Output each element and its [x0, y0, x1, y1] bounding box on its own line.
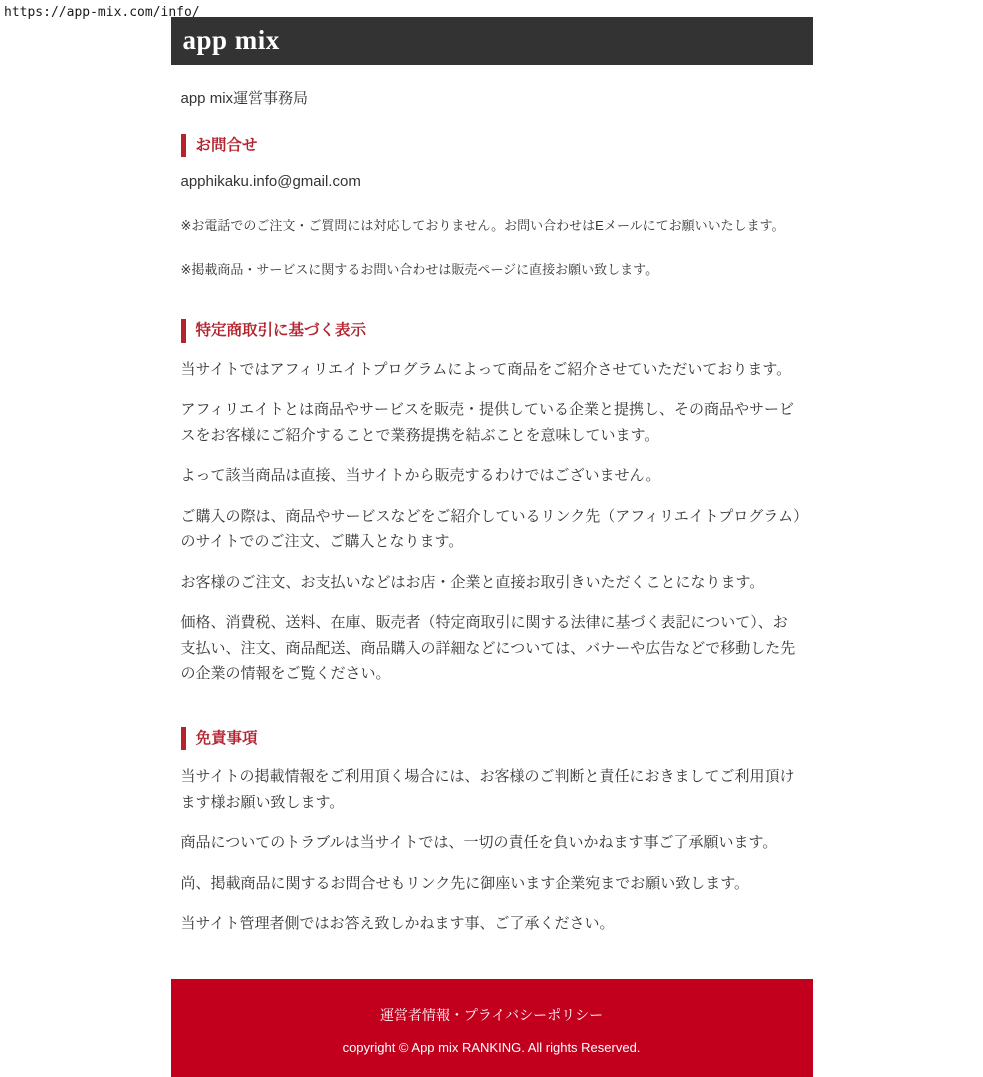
section-heading-disclaimer: 免責事項 [181, 727, 803, 750]
tokushoho-paragraph: 当サイトではアフィリエイトプログラムによって商品をご紹介させていただいております。 [180, 360, 792, 378]
main-content [171, 88, 813, 937]
tokushoho-paragraph: ご購入の際は、商品やサービスなどをご紹介しているリンク先（アフィリエイトプログラム）のサイトでのご注文、ご購入となります。 [180, 507, 801, 551]
section-heading-tokushoho: 特定商取引に基づく表示 [181, 319, 803, 342]
disclaimer-paragraph: 当サイトの掲載情報をご利用頂く場合には、お客様のご判断と責任におきましてご利用頂けます様お願い致します。 [180, 768, 795, 811]
site-header [171, 17, 813, 65]
tokushoho-paragraph: アフィリエイトとは商品やサービスを販売・提供している企業と提携し、その商品やサービスをお客様にご紹介することで業務提携を結ぶことを意味しています。 [180, 401, 795, 444]
page-container [171, 17, 813, 1077]
tokushoho-paragraph: お客様のご注文、お支払いなどはお店・企業と直接お取引きいただくことになります。 [180, 573, 765, 591]
operator-name: app mix運営事務局 [180, 90, 309, 107]
contact-note-phone: ※お電話でのご注文・ご質問には対応しておりません。お問い合わせはEメールにてお願いいたします。 [180, 218, 785, 234]
browser-url-caption: https://app-mix.com/info/ [4, 5, 200, 20]
tokushoho-paragraph: 価格、消費税、送料、在庫、販売者（特定商取引に関する法律に基づく表記について）、お支払い、注文、商品配送、商品購入の詳細などについては、バナーや広告などで移動した先の企業の情報をご覧ください。 [180, 614, 796, 683]
contact-note-products: ※掲載商品・サービスに関するお問い合わせは販売ページに直接お願い致します。 [180, 261, 659, 277]
disclaimer-paragraph: 商品についてのトラブルは当サイトでは、一切の責任を負いかねます事ご了承願います。 [180, 834, 778, 852]
disclaimer-paragraph: 尚、掲載商品に関するお問合せもリンク先に御座います企業宛までお願い致します。 [180, 874, 750, 892]
disclaimer-paragraph: 当サイト管理者側ではお答え致しかねます事、ご了承ください。 [180, 915, 615, 933]
tokushoho-paragraph: よって該当商品は直接、当サイトから販売するわけではございません。 [180, 467, 661, 485]
contact-email: apphikaku.info@gmail.com [180, 173, 361, 191]
footer-privacy-policy-link[interactable]: 運営者情報・プライバシーポリシー [379, 1006, 604, 1023]
site-logo-title[interactable]: app mix [182, 25, 280, 55]
site-footer [171, 979, 813, 1077]
footer-copyright: copyright © App mix RANKING. All rights Reserved. [342, 1039, 641, 1055]
section-heading-contact: お問合せ [181, 134, 803, 157]
